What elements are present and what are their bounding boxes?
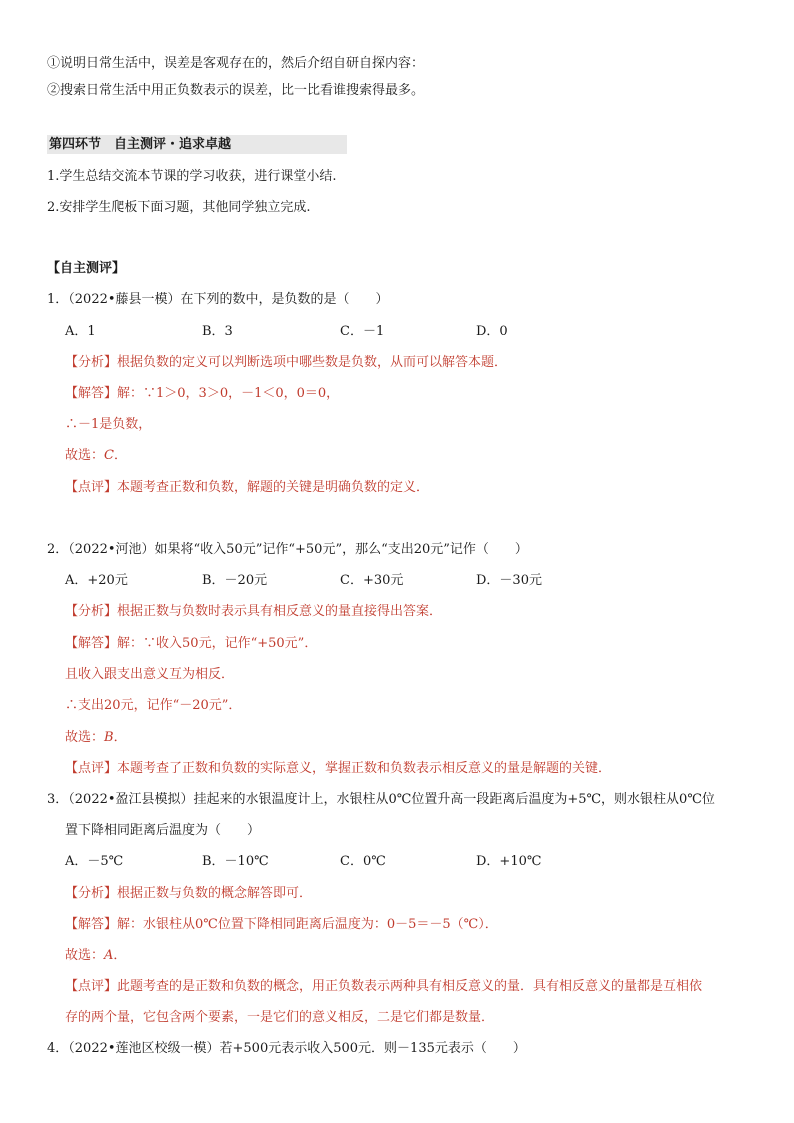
intro-line-1: ①说明日常生活中，误差是客观存在的，然后介绍自研自探内容： (47, 56, 425, 71)
q2-answer (65, 634, 317, 654)
section-item-2: 2.安排学生爬板下面习题，其他同学独立完成. (47, 200, 311, 215)
q3-analysis-text: 根据正数与负数的概念解答即可． (117, 886, 313, 901)
q1-option-c: C．－1 (340, 324, 385, 339)
q2-answer-1e: ”． (297, 636, 318, 651)
q2-answer-tag: 【解答】 (65, 636, 118, 651)
q1-analysis-text: 根据负数的定义可以判断选项中哪些数是负数，从而可以解答本题． (117, 355, 508, 370)
q2-answer-3b: 支出 (78, 698, 105, 713)
q3-stem-line-1: 3．（2022•盈江县模拟）挂起来的水银温度计上，水银柱从0℃位置升高一段距离后温度为+5℃，则水银柱从0℃位 (47, 792, 715, 807)
q3-answer (65, 915, 498, 935)
q3-analysis-tag: 【分析】 (65, 886, 118, 901)
q2-choice-letter: B (104, 730, 114, 745)
q2-answer-1a: 解：∵ (117, 636, 157, 651)
q1-choice-prefix: 故选： (65, 448, 105, 463)
q2-analysis-tag: 【分析】 (65, 604, 118, 619)
q1-option-d: D．0 (476, 324, 508, 339)
q2-option-d: D．－30元 (476, 573, 542, 588)
section-title: 第四环节 自主测评・追求卓越 (49, 137, 232, 152)
q3-answer-1c: ． (484, 917, 498, 932)
q2-option-b: B．－20元 (202, 573, 268, 588)
q2-comment-tag: 【点评】 (65, 761, 118, 776)
intro-line-2: ②搜索日常生活中用正负数表示的误差，比一比看谁搜索得最多。 (47, 83, 425, 98)
q2-answer-1c: ，记作“ (211, 636, 258, 651)
q1-answer (65, 384, 339, 404)
q3-choice-suffix: ． (113, 948, 127, 963)
q2-answer-1d: +50元 (257, 636, 298, 651)
q2-stem: 2．（2022•河池）如果将“收入50元”记作“+50元”，那么“支出20元”记作（ ） (47, 542, 528, 557)
q2-answer-line-2: 且收入跟支出意义互为相反． (65, 667, 235, 682)
q1-comment-tag: 【点评】 (65, 480, 118, 495)
q1-analysis (65, 353, 507, 373)
q2-answer-3c: 20元，记作“ (104, 698, 180, 713)
q3-analysis (65, 884, 312, 904)
q3-choice-prefix: 故选： (65, 948, 105, 963)
q3-comment (65, 977, 702, 997)
q3-comment-line-2: 存的两个量，它包含两个要素，一是它们的意义相反，二是它们都是数量． (65, 1010, 495, 1025)
q2-answer-3d: －20元 (179, 698, 222, 713)
q1-analysis-tag: 【分析】 (65, 355, 118, 370)
q3-answer-1b: 0℃位置下降相同距离后温度为：0－5＝－5（℃） (195, 917, 485, 932)
q1-choice (65, 446, 127, 466)
q3-choice (65, 946, 126, 966)
q1-comment-text: 本题考查正数和负数，解题的关键是明确负数的定义． (117, 480, 430, 495)
q2-comment-text: 本题考查了正数和负数的实际意义，掌握正数和负数表示相反意义的量是解题的关键． (117, 761, 612, 776)
q3-option-b: B．－10℃ (202, 854, 269, 869)
q3-option-a: A．－5℃ (65, 854, 124, 869)
q3-choice-letter: A (104, 948, 114, 963)
q2-comment (65, 759, 611, 779)
test-heading: 【自主测评】 (47, 261, 126, 276)
q1-answer-tag: 【解答】 (65, 386, 118, 401)
q3-comment-tag: 【点评】 (65, 979, 118, 994)
q2-analysis-text: 根据正数与负数时表示具有相反意义的量直接得出答案． (117, 604, 443, 619)
q2-answer-3a: ∴ (65, 698, 79, 713)
section-item-1: 1.学生总结交流本节课的学习收获，进行课堂小结. (47, 169, 337, 184)
q1-option-a: A．1 (65, 324, 96, 339)
q1-choice-suffix: ． (113, 448, 127, 463)
q2-choice-prefix: 故选： (65, 730, 105, 745)
q2-answer-3e: ”． (221, 698, 242, 713)
q3-option-d: D．+10℃ (476, 854, 542, 869)
q1-stem: 1．（2022•藤县一模）在下列的数中，是负数的是（ ） (47, 292, 389, 307)
q3-answer-1a: 解：水银柱从 (117, 917, 196, 932)
q2-choice-suffix: ． (113, 730, 127, 745)
q2-answer-1b: 收入50元 (156, 636, 212, 651)
q2-option-c: C．+30元 (340, 573, 404, 588)
q1-choice-letter: C (104, 448, 114, 463)
q1-answer-line-2: ∴－1是负数， (65, 417, 152, 432)
q1-comment (65, 478, 429, 498)
q1-answer-line-1: 解：∵1＞0，3＞0，－1＜0，0＝0， (117, 386, 340, 401)
q1-option-b: B．3 (202, 324, 233, 339)
q3-answer-tag: 【解答】 (65, 917, 118, 932)
q2-analysis (65, 602, 442, 622)
q2-choice (65, 728, 127, 748)
q3-comment-line-1: 此题考查的是正数和负数的概念，用正负数表示两种具有相反意义的量．具有相反意义的量都是互相依 (117, 979, 703, 994)
q4-stem: 4．（2022•莲池区校级一模）若+500元表示收入500元．则－135元表示（ ） (47, 1041, 526, 1056)
q2-option-a: A．+20元 (65, 573, 128, 588)
q3-stem-line-2: 置下降相同距离后温度为（ ） (65, 823, 261, 838)
q2-answer-line-3 (65, 696, 241, 716)
q3-option-c: C．0℃ (340, 854, 386, 869)
